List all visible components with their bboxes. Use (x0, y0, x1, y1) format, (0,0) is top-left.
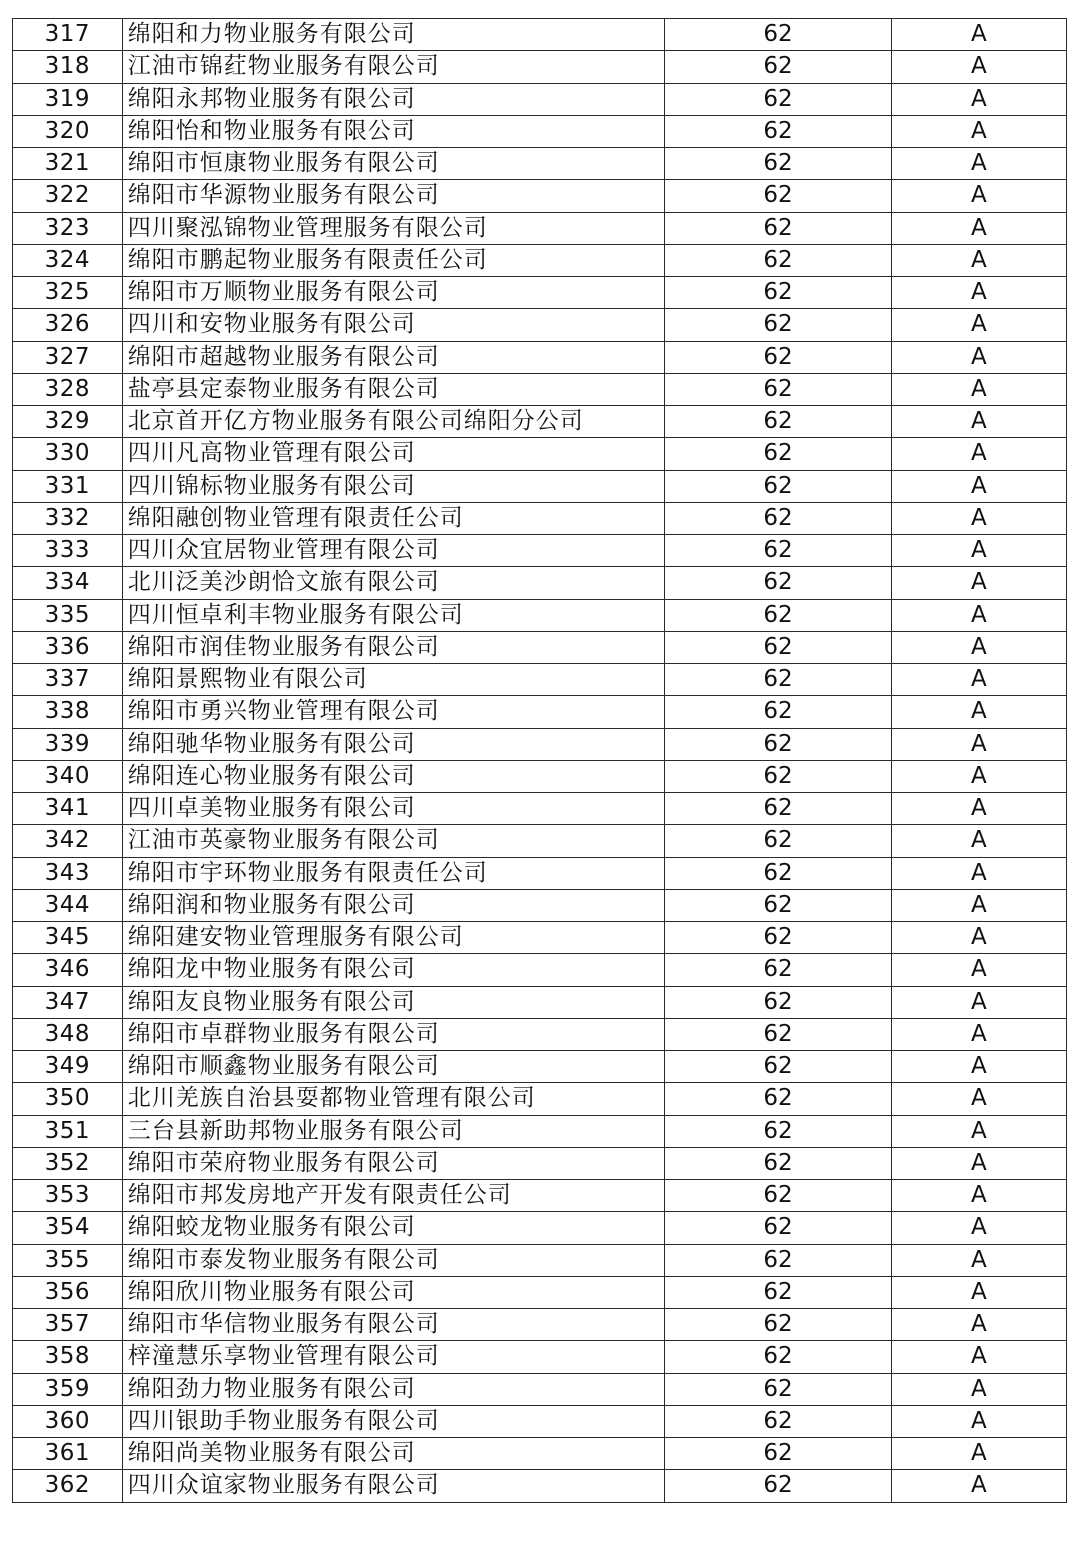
row-number-cell: 359 (13, 1373, 123, 1405)
company-name-cell: 江油市锦荭物业服务有限公司 (122, 51, 665, 83)
score-cell: 62 (665, 244, 892, 276)
row-number-cell: 328 (13, 373, 123, 405)
grade-cell: A (891, 664, 1066, 696)
grade-cell: A (891, 986, 1066, 1018)
score-cell: 62 (665, 309, 892, 341)
company-name-cell: 绵阳市卓群物业服务有限公司 (122, 1018, 665, 1050)
score-cell: 62 (665, 1405, 892, 1437)
company-name-cell: 梓潼慧乐享物业管理有限公司 (122, 1341, 665, 1373)
score-cell: 62 (665, 728, 892, 760)
grade-cell: A (891, 1115, 1066, 1147)
company-name-cell: 绵阳市超越物业服务有限公司 (122, 341, 665, 373)
company-name-cell: 绵阳怡和物业服务有限公司 (122, 115, 665, 147)
company-name-cell: 四川聚泓锦物业管理服务有限公司 (122, 212, 665, 244)
company-name-cell: 四川众谊家物业服务有限公司 (122, 1470, 665, 1502)
table-row (13, 599, 1067, 631)
company-name-cell: 四川银助手物业服务有限公司 (122, 1405, 665, 1437)
table-row (13, 1276, 1067, 1308)
grade-cell: A (891, 1405, 1066, 1437)
table-row (13, 793, 1067, 825)
grade-cell: A (891, 212, 1066, 244)
row-number-cell: 355 (13, 1244, 123, 1276)
table-row (13, 1309, 1067, 1341)
grade-cell: A (891, 406, 1066, 438)
row-number-cell: 336 (13, 631, 123, 663)
table-row (13, 1373, 1067, 1405)
score-cell: 62 (665, 760, 892, 792)
row-number-cell: 332 (13, 502, 123, 534)
row-number-cell: 325 (13, 277, 123, 309)
company-name-cell: 绵阳市华源物业服务有限公司 (122, 180, 665, 212)
grade-cell: A (891, 728, 1066, 760)
company-name-cell: 绵阳永邦物业服务有限公司 (122, 83, 665, 115)
row-number-cell: 337 (13, 664, 123, 696)
score-cell: 62 (665, 212, 892, 244)
table-row (13, 664, 1067, 696)
row-number-cell: 333 (13, 535, 123, 567)
table-row (13, 1115, 1067, 1147)
table-row (13, 438, 1067, 470)
grade-cell: A (891, 567, 1066, 599)
grade-cell: A (891, 1341, 1066, 1373)
grade-cell: A (891, 1212, 1066, 1244)
grade-cell: A (891, 1276, 1066, 1308)
row-number-cell: 335 (13, 599, 123, 631)
table-row (13, 922, 1067, 954)
row-number-cell: 354 (13, 1212, 123, 1244)
grade-cell: A (891, 631, 1066, 663)
company-name-cell: 绵阳龙中物业服务有限公司 (122, 954, 665, 986)
score-cell: 62 (665, 1147, 892, 1179)
row-number-cell: 326 (13, 309, 123, 341)
score-cell: 62 (665, 1212, 892, 1244)
table-row (13, 148, 1067, 180)
table-row (13, 825, 1067, 857)
table-row (13, 1051, 1067, 1083)
grade-cell: A (891, 373, 1066, 405)
score-cell: 62 (665, 406, 892, 438)
row-number-cell: 319 (13, 83, 123, 115)
company-name-cell: 绵阳润和物业服务有限公司 (122, 889, 665, 921)
row-number-cell: 345 (13, 922, 123, 954)
grade-cell: A (891, 1309, 1066, 1341)
table-row (13, 1341, 1067, 1373)
table-row (13, 696, 1067, 728)
company-name-cell: 绵阳融创物业管理有限责任公司 (122, 502, 665, 534)
grade-cell: A (891, 180, 1066, 212)
grade-cell: A (891, 1373, 1066, 1405)
company-name-cell: 绵阳驰华物业服务有限公司 (122, 728, 665, 760)
company-name-cell: 三台县新助邦物业服务有限公司 (122, 1115, 665, 1147)
score-cell: 62 (665, 1018, 892, 1050)
row-number-cell: 348 (13, 1018, 123, 1050)
row-number-cell: 342 (13, 825, 123, 857)
row-number-cell: 343 (13, 857, 123, 889)
table-row (13, 1244, 1067, 1276)
grade-cell: A (891, 760, 1066, 792)
grade-cell: A (891, 857, 1066, 889)
company-name-cell: 四川众宜居物业管理有限公司 (122, 535, 665, 567)
grade-cell: A (891, 1051, 1066, 1083)
table-body (13, 19, 1067, 1503)
grade-cell: A (891, 889, 1066, 921)
score-cell: 62 (665, 373, 892, 405)
score-cell: 62 (665, 793, 892, 825)
table-row (13, 1083, 1067, 1115)
company-name-cell: 绵阳市鹏起物业服务有限责任公司 (122, 244, 665, 276)
score-cell: 62 (665, 535, 892, 567)
row-number-cell: 317 (13, 19, 123, 51)
company-name-cell: 绵阳尚美物业服务有限公司 (122, 1438, 665, 1470)
grade-cell: A (891, 1470, 1066, 1502)
grade-cell: A (891, 825, 1066, 857)
score-cell: 62 (665, 1341, 892, 1373)
table-row (13, 567, 1067, 599)
table-row (13, 760, 1067, 792)
grade-cell: A (891, 309, 1066, 341)
table-row (13, 244, 1067, 276)
company-name-cell: 绵阳市恒康物业服务有限公司 (122, 148, 665, 180)
company-name-cell: 绵阳市泰发物业服务有限公司 (122, 1244, 665, 1276)
score-cell: 62 (665, 986, 892, 1018)
row-number-cell: 349 (13, 1051, 123, 1083)
table-row (13, 341, 1067, 373)
score-cell: 62 (665, 696, 892, 728)
row-number-cell: 361 (13, 1438, 123, 1470)
score-cell: 62 (665, 19, 892, 51)
score-cell: 62 (665, 857, 892, 889)
row-number-cell: 357 (13, 1309, 123, 1341)
table-row (13, 470, 1067, 502)
row-number-cell: 360 (13, 1405, 123, 1437)
score-cell: 62 (665, 148, 892, 180)
table-row (13, 857, 1067, 889)
score-cell: 62 (665, 1180, 892, 1212)
grade-cell: A (891, 1438, 1066, 1470)
table-row (13, 631, 1067, 663)
company-name-cell: 绵阳和力物业服务有限公司 (122, 19, 665, 51)
table-row (13, 406, 1067, 438)
company-name-cell: 四川卓美物业服务有限公司 (122, 793, 665, 825)
company-name-cell: 绵阳市万顺物业服务有限公司 (122, 277, 665, 309)
score-cell: 62 (665, 599, 892, 631)
grade-cell: A (891, 1083, 1066, 1115)
row-number-cell: 358 (13, 1341, 123, 1373)
company-name-cell: 绵阳连心物业服务有限公司 (122, 760, 665, 792)
table-row (13, 535, 1067, 567)
score-cell: 62 (665, 1244, 892, 1276)
score-cell: 62 (665, 922, 892, 954)
row-number-cell: 323 (13, 212, 123, 244)
company-name-cell: 绵阳市荣府物业服务有限公司 (122, 1147, 665, 1179)
table-row (13, 954, 1067, 986)
row-number-cell: 344 (13, 889, 123, 921)
table-row (13, 373, 1067, 405)
row-number-cell: 340 (13, 760, 123, 792)
row-number-cell: 321 (13, 148, 123, 180)
grade-cell: A (891, 19, 1066, 51)
grade-cell: A (891, 502, 1066, 534)
score-cell: 62 (665, 567, 892, 599)
score-cell: 62 (665, 341, 892, 373)
score-cell: 62 (665, 1470, 892, 1502)
company-name-cell: 绵阳市华信物业服务有限公司 (122, 1309, 665, 1341)
row-number-cell: 327 (13, 341, 123, 373)
row-number-cell: 352 (13, 1147, 123, 1179)
grade-cell: A (891, 341, 1066, 373)
row-number-cell: 329 (13, 406, 123, 438)
score-cell: 62 (665, 115, 892, 147)
grade-cell: A (891, 277, 1066, 309)
row-number-cell: 334 (13, 567, 123, 599)
grade-cell: A (891, 922, 1066, 954)
score-cell: 62 (665, 1438, 892, 1470)
company-name-cell: 四川恒卓利丰物业服务有限公司 (122, 599, 665, 631)
score-cell: 62 (665, 954, 892, 986)
score-cell: 62 (665, 631, 892, 663)
table-row (13, 728, 1067, 760)
company-name-cell: 北川羌族自治县耍都物业管理有限公司 (122, 1083, 665, 1115)
table-row (13, 889, 1067, 921)
table-row (13, 51, 1067, 83)
score-cell: 62 (665, 470, 892, 502)
company-name-cell: 江油市英豪物业服务有限公司 (122, 825, 665, 857)
company-name-cell: 绵阳市勇兴物业管理有限公司 (122, 696, 665, 728)
table-row (13, 1438, 1067, 1470)
company-name-cell: 绵阳蛟龙物业服务有限公司 (122, 1212, 665, 1244)
row-number-cell: 324 (13, 244, 123, 276)
table-row (13, 1405, 1067, 1437)
company-name-cell: 绵阳市润佳物业服务有限公司 (122, 631, 665, 663)
row-number-cell: 346 (13, 954, 123, 986)
row-number-cell: 362 (13, 1470, 123, 1502)
grade-cell: A (891, 599, 1066, 631)
table-row (13, 1212, 1067, 1244)
grade-cell: A (891, 148, 1066, 180)
score-cell: 62 (665, 180, 892, 212)
company-name-cell: 四川锦标物业服务有限公司 (122, 470, 665, 502)
company-name-cell: 绵阳市宇环物业服务有限责任公司 (122, 857, 665, 889)
table-row (13, 502, 1067, 534)
company-name-cell: 绵阳市顺鑫物业服务有限公司 (122, 1051, 665, 1083)
company-name-cell: 绵阳建安物业管理服务有限公司 (122, 922, 665, 954)
score-cell: 62 (665, 438, 892, 470)
grade-cell: A (891, 1018, 1066, 1050)
company-name-cell: 绵阳友良物业服务有限公司 (122, 986, 665, 1018)
grade-cell: A (891, 1180, 1066, 1212)
table-row (13, 277, 1067, 309)
grade-cell: A (891, 83, 1066, 115)
grade-cell: A (891, 244, 1066, 276)
grade-cell: A (891, 51, 1066, 83)
table-row (13, 1470, 1067, 1502)
row-number-cell: 341 (13, 793, 123, 825)
row-number-cell: 347 (13, 986, 123, 1018)
table-row (13, 1180, 1067, 1212)
grade-cell: A (891, 1244, 1066, 1276)
table-row (13, 19, 1067, 51)
table-row (13, 309, 1067, 341)
row-number-cell: 322 (13, 180, 123, 212)
company-rating-table (12, 18, 1067, 1503)
table-row (13, 1147, 1067, 1179)
score-cell: 62 (665, 1083, 892, 1115)
company-name-cell: 四川凡高物业管理有限公司 (122, 438, 665, 470)
row-number-cell: 339 (13, 728, 123, 760)
row-number-cell: 353 (13, 1180, 123, 1212)
table-row (13, 83, 1067, 115)
row-number-cell: 356 (13, 1276, 123, 1308)
score-cell: 62 (665, 1309, 892, 1341)
grade-cell: A (891, 438, 1066, 470)
grade-cell: A (891, 793, 1066, 825)
grade-cell: A (891, 115, 1066, 147)
row-number-cell: 338 (13, 696, 123, 728)
row-number-cell: 350 (13, 1083, 123, 1115)
grade-cell: A (891, 470, 1066, 502)
company-name-cell: 四川和安物业服务有限公司 (122, 309, 665, 341)
score-cell: 62 (665, 664, 892, 696)
score-cell: 62 (665, 889, 892, 921)
company-name-cell: 北川泛美沙朗恰文旅有限公司 (122, 567, 665, 599)
score-cell: 62 (665, 277, 892, 309)
row-number-cell: 318 (13, 51, 123, 83)
score-cell: 62 (665, 1051, 892, 1083)
company-name-cell: 绵阳景熙物业有限公司 (122, 664, 665, 696)
score-cell: 62 (665, 1276, 892, 1308)
row-number-cell: 320 (13, 115, 123, 147)
grade-cell: A (891, 1147, 1066, 1179)
grade-cell: A (891, 954, 1066, 986)
company-name-cell: 绵阳欣川物业服务有限公司 (122, 1276, 665, 1308)
score-cell: 62 (665, 51, 892, 83)
table-row (13, 212, 1067, 244)
grade-cell: A (891, 696, 1066, 728)
company-name-cell: 盐亭县定泰物业服务有限公司 (122, 373, 665, 405)
score-cell: 62 (665, 1115, 892, 1147)
table-row (13, 1018, 1067, 1050)
company-name-cell: 绵阳市邦发房地产开发有限责任公司 (122, 1180, 665, 1212)
score-cell: 62 (665, 502, 892, 534)
company-name-cell: 北京首开亿方物业服务有限公司绵阳分公司 (122, 406, 665, 438)
score-cell: 62 (665, 825, 892, 857)
row-number-cell: 331 (13, 470, 123, 502)
row-number-cell: 351 (13, 1115, 123, 1147)
score-cell: 62 (665, 83, 892, 115)
grade-cell: A (891, 535, 1066, 567)
table-row (13, 986, 1067, 1018)
company-name-cell: 绵阳劲力物业服务有限公司 (122, 1373, 665, 1405)
row-number-cell: 330 (13, 438, 123, 470)
table-row (13, 180, 1067, 212)
table-row (13, 115, 1067, 147)
score-cell: 62 (665, 1373, 892, 1405)
